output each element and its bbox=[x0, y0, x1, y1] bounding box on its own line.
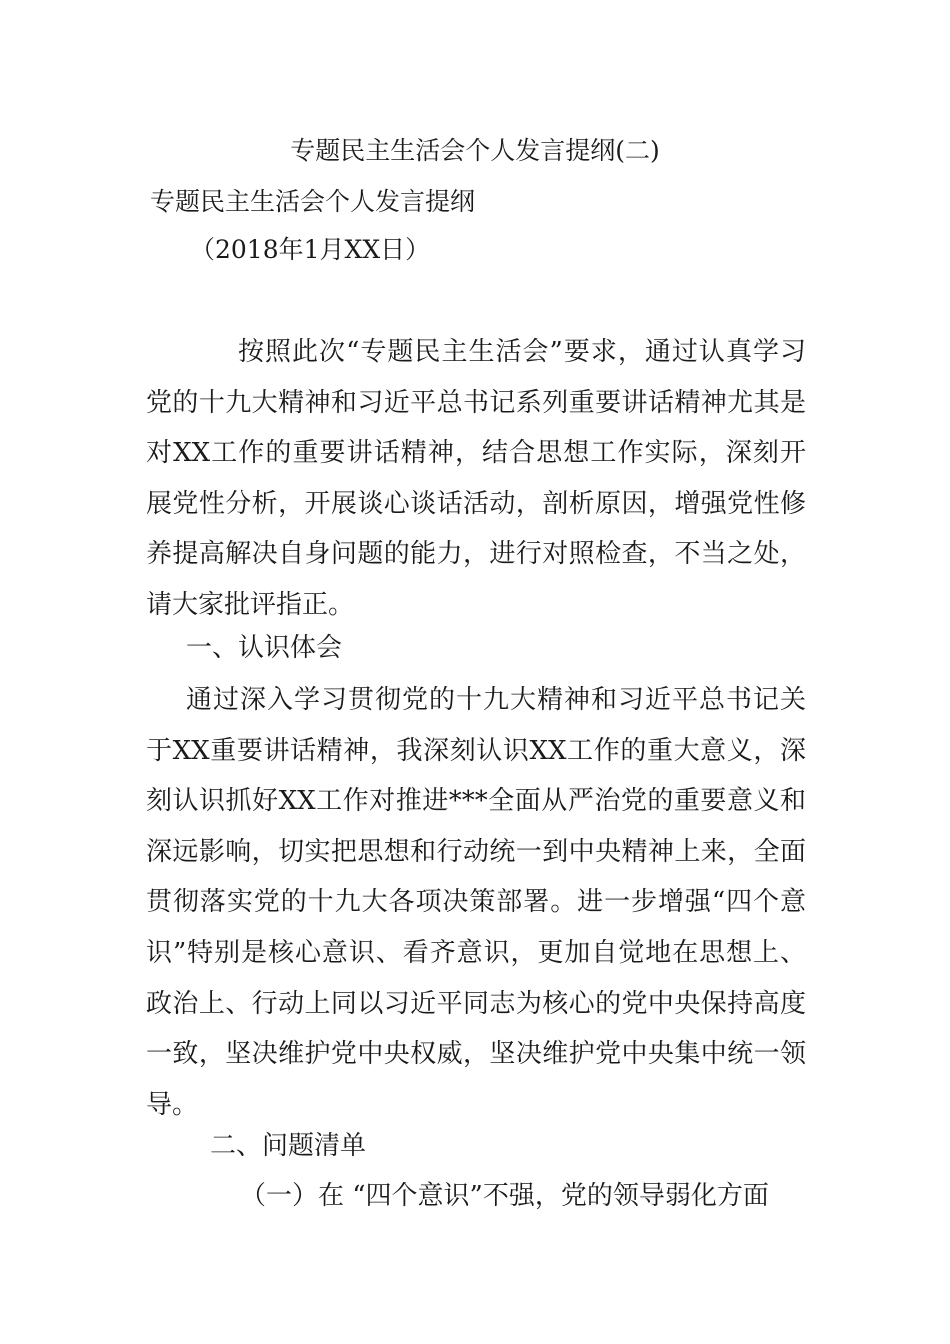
section-heading-problem-list: 二、问题清单 bbox=[210, 1131, 367, 1161]
subheading-four-consciousness: （一）在 “四个意识”不强，党的领导弱化方面 bbox=[240, 1181, 769, 1211]
document-subtitle: 专题民主生活会个人发言提纲 bbox=[150, 187, 476, 216]
intro-paragraph: 按照此次“专题民主生活会”要求，通过认真学习党的十九大精神和习近平总书记系列重要讲话精神尤其是对XX工作的重要讲话精神，结合思想工作实际，深刻开展党性分析，开展谈心谈话活动，剖析原因，增强党性修养提高解决自身问题的能力，进行对照检查，不当之处，请大家批评指正。 bbox=[146, 337, 806, 620]
understanding-paragraph: 通过深入学习贯彻党的十九大精神和习近平总书记关于XX重要讲话精神，我深刻认识XX工作的重大意义，深刻认识抓好XX工作对推进***全面从严治党的重要意义和深远影响，切实把思想和行动统一到中央精神上来，全面贯彻落实党的十九大各项决策部署。进一步增强“四个意识”特别是核心意识、看齐意识，更加自觉地在思想上、政治上、行动上同以习近平同志为核心的党中央保持高度一致，坚决维护党中央权威，坚决维护党中央集中统一领导。 bbox=[146, 685, 806, 1120]
document-title: 专题民主生活会个人发言提纲(二) bbox=[290, 136, 660, 165]
section-heading-understanding: 一、认识体会 bbox=[186, 633, 343, 663]
document-date: （2018年1月XX日） bbox=[190, 235, 431, 264]
